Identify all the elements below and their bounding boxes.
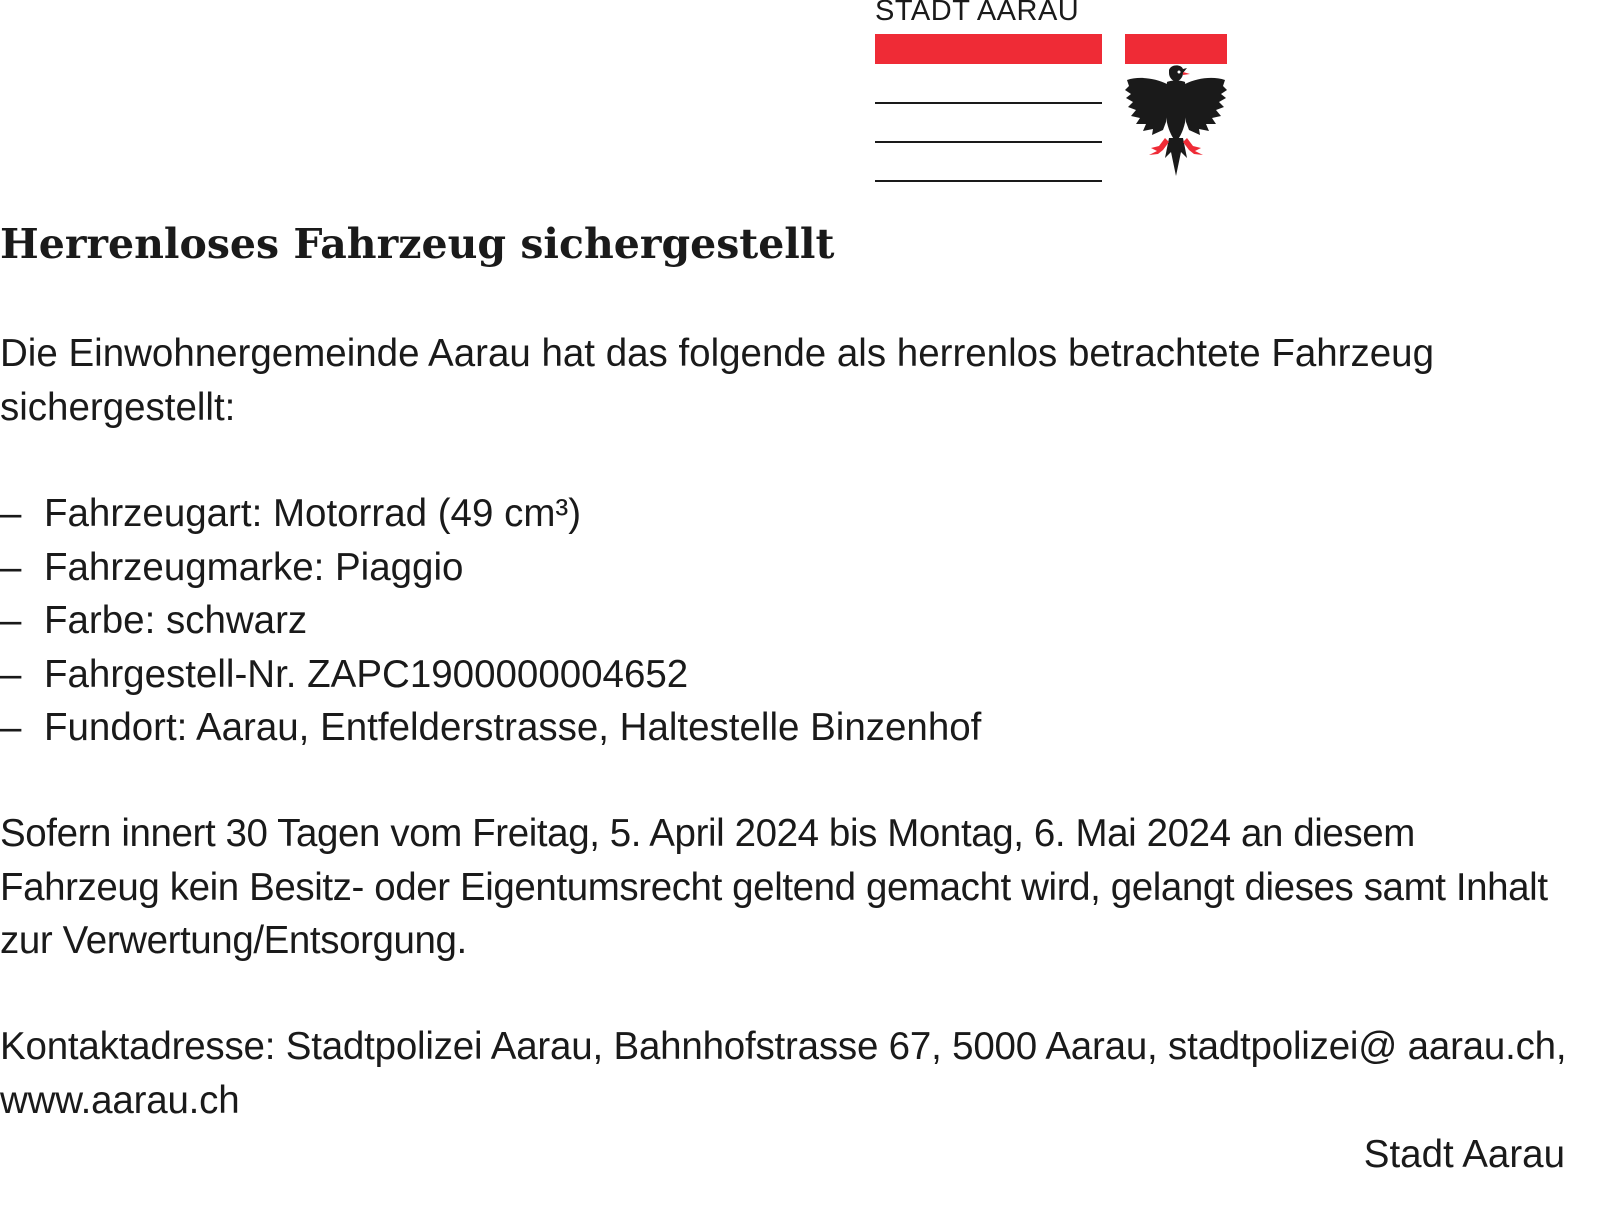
list-item xyxy=(0,594,981,648)
list-dash: – xyxy=(0,599,22,642)
list-item xyxy=(0,487,981,541)
city-logo xyxy=(875,0,1235,185)
list-dash: – xyxy=(0,652,22,696)
eagle-coat-of-arms-icon xyxy=(1125,34,1227,180)
list-dash: – xyxy=(0,545,22,589)
signature: Stadt Aarau xyxy=(1363,1133,1565,1176)
logo-wordmark: STADT AARAU xyxy=(875,0,1080,27)
list-item-text: Farbe: schwarz xyxy=(44,599,308,642)
logo-rule xyxy=(875,141,1102,143)
logo-rule xyxy=(875,102,1102,104)
list-dash: – xyxy=(0,706,22,749)
page-title: Herrenloses Fahrzeug sichergestellt xyxy=(0,220,835,268)
logo-rule xyxy=(875,180,1102,182)
list-item-text: Fahrzeugart: Motorrad (49 cm³) xyxy=(44,492,582,535)
list-item xyxy=(0,701,981,755)
contact-paragraph: Kontaktadresse: Stadtpolizei Aarau, Bahnhofstrasse 67, 5000 Aarau, stadtpolizei@ aarau.ch, www.aarau.ch xyxy=(0,1025,1567,1122)
list-item xyxy=(0,648,981,702)
intro-paragraph: Die Einwohnergemeinde Aarau hat das folgende als herrenlos betrachtete Fahrzeug sichergestellt: xyxy=(0,332,1434,429)
logo-red-bar xyxy=(875,34,1102,64)
list-item xyxy=(0,541,981,595)
notice-paragraph: Sofern innert 30 Tagen vom Freitag, 5. April 2024 bis Montag, 6. Mai 2024 an diesem Fahrzeug kein Besitz- oder Eigentumsrecht geltend gemacht wird, gelangt dieses samt Inhalt zur Verwertung/Entsorgung. xyxy=(0,812,1548,962)
list-dash: – xyxy=(0,492,22,535)
list-item-text: Fundort: Aarau, Entfelderstrasse, Haltestelle Binzenhof xyxy=(44,706,982,749)
vehicle-details-list xyxy=(0,487,981,755)
list-item-text: Fahrzeugmarke: Piaggio xyxy=(44,545,464,589)
list-item-text: Fahrgestell-Nr. ZAPC1900000004652 xyxy=(44,652,689,696)
